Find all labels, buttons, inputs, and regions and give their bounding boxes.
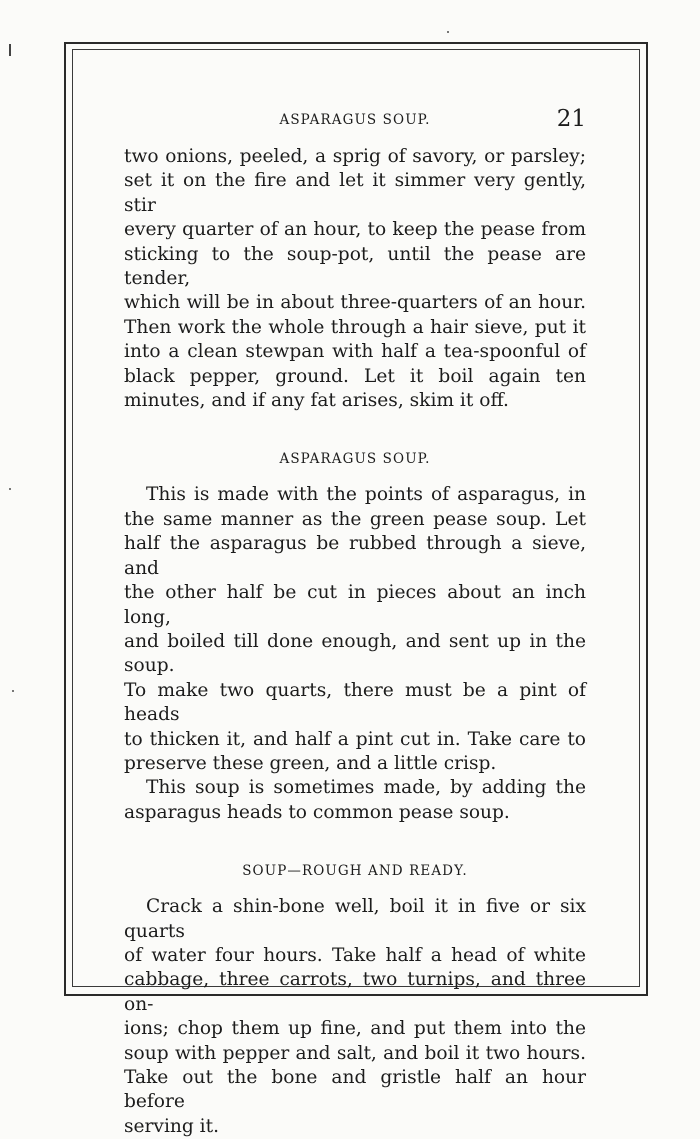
- text-line: set it on the fire and let it simmer very gently, stir: [124, 170, 586, 216]
- text-line: into a clean stewpan with half a tea-spoonful of: [124, 341, 586, 363]
- text-line: preserve these green, and a little crisp.: [124, 752, 497, 774]
- margin-speck: [9, 488, 11, 490]
- text-line: black pepper, ground. Let it boil again ten: [124, 365, 586, 387]
- text-line: cabbage, three carrots, two turnips, and three on-: [124, 969, 586, 1015]
- margin-speck: [447, 31, 449, 33]
- text-line: To make two quarts, there must be a pint of heads: [124, 679, 586, 726]
- text-line: Crack a shin-bone well, boil it in five or six quarts: [124, 896, 586, 942]
- rough-ready-paragraph: [124, 895, 586, 1139]
- text-line: the same manner as the green pease soup. Let: [124, 508, 586, 530]
- page-body: [124, 145, 586, 1139]
- text-line: This is made with the points of asparagus, in: [146, 484, 586, 506]
- text-line: and boiled till done enough, and sent up in the soup.: [124, 630, 586, 677]
- text-line: Take out the bone and gristle half an hour before: [124, 1067, 586, 1113]
- text-line: asparagus heads to common pease soup.: [124, 801, 510, 823]
- page-header: [124, 108, 586, 138]
- margin-mark: [9, 44, 11, 56]
- text-line: half the asparagus be rubbed through a sieve, and: [124, 533, 586, 579]
- text-line: to thicken it, and half a pint cut in. Take care to: [124, 728, 586, 750]
- text-line: This soup is sometimes made, by adding the: [146, 777, 586, 799]
- text-line: of water four hours. Take half a head of white: [124, 944, 586, 966]
- text-line: Then work the whole through a hair sieve, put it: [124, 316, 586, 338]
- continuation-paragraph: [124, 145, 586, 413]
- asparagus-paragraph-1: [124, 483, 586, 776]
- text-line: soup with pepper and salt, and boil it two hours.: [124, 1042, 586, 1064]
- text-line: sticking to the soup-pot, until the pease are tender,: [124, 243, 586, 290]
- section-heading-asparagus: ASPARAGUS SOUP.: [279, 451, 431, 468]
- section-heading-rough-ready: SOUP—ROUGH AND READY.: [242, 863, 468, 880]
- asparagus-paragraph-2: [124, 776, 586, 825]
- text-line: minutes, and if any fat arises, skim it off.: [124, 390, 509, 412]
- text-line: two onions, peeled, a sprig of savory, or parsley;: [124, 146, 586, 167]
- text-line: ions; chop them up fine, and put them into the: [124, 1018, 586, 1040]
- text-line: the other half be cut in pieces about an inch long,: [124, 582, 586, 628]
- running-title: ASPARAGUS SOUP.: [279, 112, 431, 128]
- text-line: every quarter of an hour, to keep the pease from: [124, 219, 586, 241]
- margin-speck: [12, 690, 14, 692]
- page-number: 21: [556, 106, 586, 132]
- text-line: serving it.: [124, 1115, 220, 1137]
- text-line: which will be in about three-quarters of an hour.: [124, 292, 586, 314]
